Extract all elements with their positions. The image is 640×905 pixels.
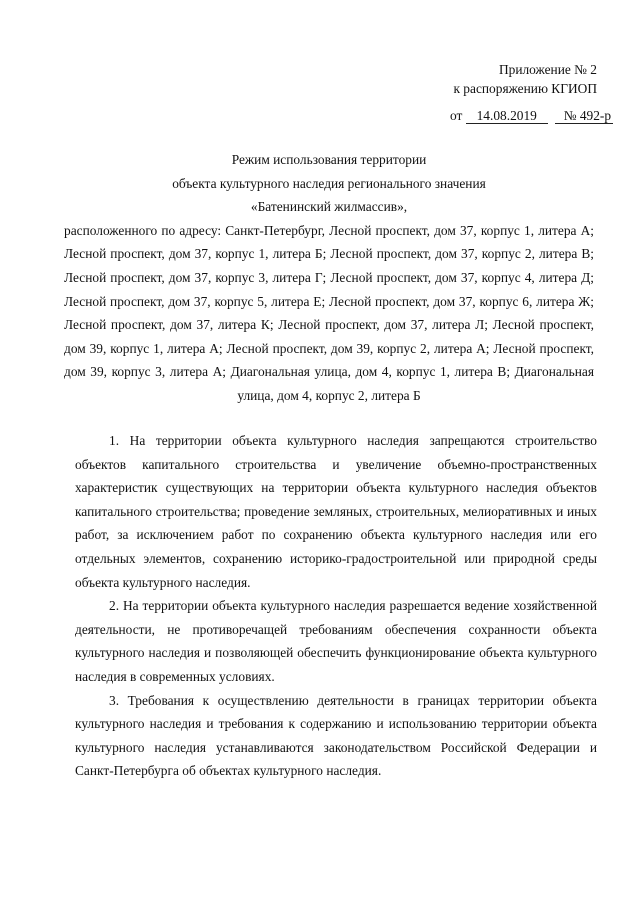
annex-header bbox=[453, 60, 597, 98]
order-date-line bbox=[450, 108, 612, 124]
paragraph-2: 2. На территории объекта культурного наследия разрешается ведение хозяйственной деятельности, не противоречащей требованиям обеспечения сохранности объекта культурного наследия и позволяющей обеспечить функционирование объекта культурного наследия в современных условиях. bbox=[75, 598, 597, 684]
order-number: № 492-р bbox=[555, 109, 613, 124]
paragraph-3: 3. Требования к осуществлению деятельности в границах территории объекта культурного наследия и требования к содержанию и использованию территории объекта культурного наследия устанавливаются законодательством Российской Федерации и Санкт-Петербурга об объектах культурного наследия. bbox=[75, 692, 597, 779]
document-body bbox=[75, 429, 597, 783]
paragraph-1: 1. На территории объекта культурного наследия запрещаются строительство объектов капитального строительства и увеличение объемно-пространственных характеристик существующих на территории объекта культурного наследия объектов капитального строительства; проведение земляных, строительных, мелиоративных и иных работ, за исключением работ по сохранению объекта культурного наследия или его отдельных элементов, сохранению историко-градостроительной или природной среды объекта культурного наследия. bbox=[75, 433, 597, 590]
title-line-3: «Батенинский жилмассив», bbox=[250, 199, 408, 215]
title-line-1: Режим использования территории bbox=[231, 152, 427, 167]
annex-reference: к распоряжению КГИОП bbox=[453, 81, 597, 96]
title-address: расположенного по адресу: Санкт-Петербург, Лесной проспект, дом 37, корпус 1, литера А; Лесной проспект, дом 37, корпус 1, литера Б; Лесной проспект, дом 37, корпус 2, литера В; Лесной проспект, дом 37, корпус 3, литера Г; Лесной проспект, дом 37, корпус 4, литера Д; Лесной проспект, дом 37, корпус 5, литера Е; Лесной проспект, дом 37, корпус 6, литера Ж; Лесной проспект, дом 37, литера К; Лесной проспект, дом 37, литера Л; Лесной проспект, дом 39, корпус 1, литера А; Лесной проспект, дом 39, корпус 2, литера А; Лесной проспект, дом 39, корпус 3, литера А; Диагональная улица, дом 4, корпус 1, литера В; Диагональная улица, дом 4, корпус 2, литера Б bbox=[64, 222, 594, 403]
annex-number: Приложение № 2 bbox=[498, 62, 597, 77]
title-line-2: объекта культурного наследия регионального значения bbox=[172, 175, 486, 191]
order-prefix: от bbox=[450, 108, 463, 123]
order-date: 14.08.2019 bbox=[466, 109, 548, 124]
document-title bbox=[64, 148, 594, 408]
